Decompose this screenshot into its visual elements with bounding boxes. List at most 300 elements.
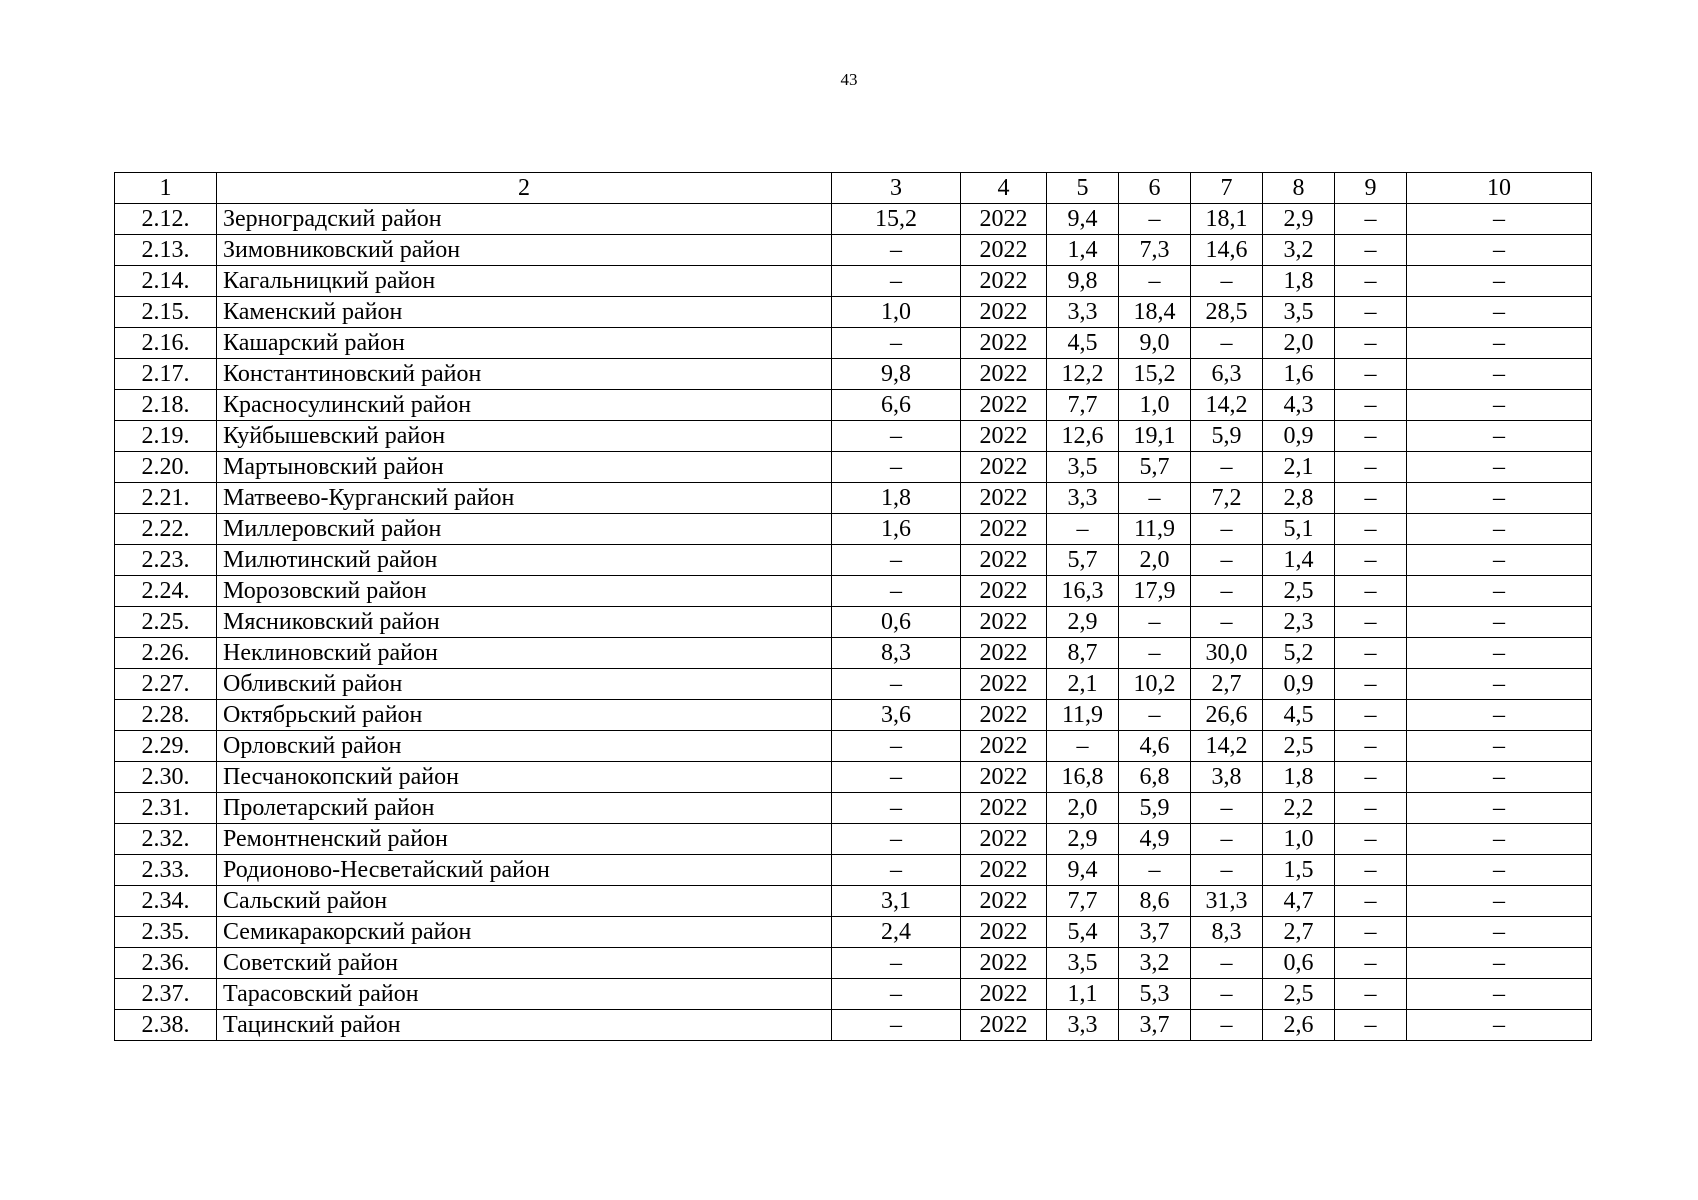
row-number-cell: 2.29. — [115, 731, 217, 762]
value-cell: 2022 — [961, 855, 1047, 886]
value-cell: 3,7 — [1119, 917, 1191, 948]
value-cell: – — [1407, 886, 1592, 917]
table-row — [115, 948, 1592, 979]
value-cell: 2022 — [961, 204, 1047, 235]
value-cell: 8,7 — [1047, 638, 1119, 669]
row-number-cell: 2.13. — [115, 235, 217, 266]
value-cell: 1,0 — [1263, 824, 1335, 855]
value-cell: 1,8 — [1263, 266, 1335, 297]
row-number-cell: 2.34. — [115, 886, 217, 917]
value-cell: – — [1335, 359, 1407, 390]
column-header: 3 — [832, 173, 961, 204]
district-data-table — [114, 172, 1592, 1041]
value-cell: 3,3 — [1047, 297, 1119, 328]
value-cell: 9,0 — [1119, 328, 1191, 359]
value-cell: 14,6 — [1191, 235, 1263, 266]
table-row — [115, 638, 1592, 669]
value-cell: – — [1335, 328, 1407, 359]
table-row — [115, 793, 1592, 824]
value-cell: 17,9 — [1119, 576, 1191, 607]
value-cell: – — [1335, 638, 1407, 669]
row-number-cell: 2.31. — [115, 793, 217, 824]
value-cell: 5,7 — [1119, 452, 1191, 483]
value-cell: 2,3 — [1263, 607, 1335, 638]
value-cell: – — [1335, 824, 1407, 855]
table-row — [115, 235, 1592, 266]
district-name-cell: Семикаракорский район — [217, 917, 832, 948]
value-cell: 5,1 — [1263, 514, 1335, 545]
value-cell: 12,2 — [1047, 359, 1119, 390]
value-cell: – — [1407, 917, 1592, 948]
value-cell: 2,4 — [832, 917, 961, 948]
table-row — [115, 421, 1592, 452]
value-cell: 6,3 — [1191, 359, 1263, 390]
row-number-cell: 2.17. — [115, 359, 217, 390]
value-cell: 9,4 — [1047, 855, 1119, 886]
district-name-cell: Советский район — [217, 948, 832, 979]
value-cell: – — [1119, 638, 1191, 669]
district-name-cell: Орловский район — [217, 731, 832, 762]
value-cell: 6,6 — [832, 390, 961, 421]
value-cell: 4,6 — [1119, 731, 1191, 762]
value-cell: – — [1119, 700, 1191, 731]
value-cell: 3,3 — [1047, 1010, 1119, 1041]
value-cell: 15,2 — [832, 204, 961, 235]
value-cell: 5,9 — [1119, 793, 1191, 824]
district-name-cell: Тарасовский район — [217, 979, 832, 1010]
value-cell: 5,7 — [1047, 545, 1119, 576]
district-name-cell: Сальский район — [217, 886, 832, 917]
table-row — [115, 545, 1592, 576]
row-number-cell: 2.12. — [115, 204, 217, 235]
value-cell: 9,8 — [1047, 266, 1119, 297]
value-cell: 30,0 — [1191, 638, 1263, 669]
value-cell: 4,3 — [1263, 390, 1335, 421]
value-cell: 2,2 — [1263, 793, 1335, 824]
district-name-cell: Октябрьский район — [217, 700, 832, 731]
row-number-cell: 2.33. — [115, 855, 217, 886]
district-name-cell: Песчанокопский район — [217, 762, 832, 793]
value-cell: – — [1335, 979, 1407, 1010]
table-row — [115, 483, 1592, 514]
table-row — [115, 514, 1592, 545]
value-cell: 7,7 — [1047, 390, 1119, 421]
district-name-cell: Мясниковский район — [217, 607, 832, 638]
row-number-cell: 2.23. — [115, 545, 217, 576]
value-cell: 1,8 — [832, 483, 961, 514]
table-row — [115, 979, 1592, 1010]
column-header: 1 — [115, 173, 217, 204]
value-cell: 2022 — [961, 235, 1047, 266]
value-cell: 2022 — [961, 886, 1047, 917]
value-cell: 9,4 — [1047, 204, 1119, 235]
table-row — [115, 700, 1592, 731]
table-row — [115, 669, 1592, 700]
page-number: 43 — [840, 70, 858, 89]
value-cell: 8,6 — [1119, 886, 1191, 917]
value-cell: – — [832, 452, 961, 483]
district-name-cell: Кашарский район — [217, 328, 832, 359]
value-cell: – — [1119, 607, 1191, 638]
value-cell: – — [1407, 576, 1592, 607]
value-cell: 5,4 — [1047, 917, 1119, 948]
value-cell: – — [1191, 855, 1263, 886]
value-cell: – — [1191, 452, 1263, 483]
value-cell: – — [1335, 421, 1407, 452]
value-cell: 2022 — [961, 824, 1047, 855]
value-cell: 2,9 — [1047, 824, 1119, 855]
table-row — [115, 886, 1592, 917]
value-cell: 2,8 — [1263, 483, 1335, 514]
value-cell: 2022 — [961, 266, 1047, 297]
district-name-cell: Тацинский район — [217, 1010, 832, 1041]
district-name-cell: Морозовский район — [217, 576, 832, 607]
district-name-cell: Константиновский район — [217, 359, 832, 390]
value-cell: – — [1191, 266, 1263, 297]
value-cell: – — [1191, 328, 1263, 359]
value-cell: 3,5 — [1047, 452, 1119, 483]
value-cell: 2,5 — [1263, 731, 1335, 762]
column-header: 10 — [1407, 173, 1592, 204]
value-cell: 1,6 — [832, 514, 961, 545]
value-cell: – — [1191, 1010, 1263, 1041]
district-name-cell: Пролетарский район — [217, 793, 832, 824]
table-header — [115, 173, 1592, 204]
row-number-cell: 2.15. — [115, 297, 217, 328]
value-cell: 3,5 — [1263, 297, 1335, 328]
value-cell: – — [1407, 1010, 1592, 1041]
value-cell: 2022 — [961, 917, 1047, 948]
district-name-cell: Неклиновский район — [217, 638, 832, 669]
value-cell: – — [1335, 204, 1407, 235]
column-header: 7 — [1191, 173, 1263, 204]
value-cell: – — [1335, 855, 1407, 886]
value-cell: 4,9 — [1119, 824, 1191, 855]
value-cell: – — [832, 824, 961, 855]
value-cell: – — [1191, 607, 1263, 638]
value-cell: – — [1191, 545, 1263, 576]
value-cell: – — [1335, 452, 1407, 483]
value-cell: 11,9 — [1047, 700, 1119, 731]
value-cell: – — [832, 793, 961, 824]
district-name-cell: Зерноградский район — [217, 204, 832, 235]
value-cell: 2,1 — [1047, 669, 1119, 700]
value-cell: 2022 — [961, 514, 1047, 545]
table-row — [115, 855, 1592, 886]
district-name-cell: Зимовниковский район — [217, 235, 832, 266]
value-cell: – — [832, 979, 961, 1010]
value-cell: 1,1 — [1047, 979, 1119, 1010]
value-cell: 18,1 — [1191, 204, 1263, 235]
value-cell: – — [1407, 266, 1592, 297]
value-cell: – — [1191, 948, 1263, 979]
district-name-cell: Кагальницкий район — [217, 266, 832, 297]
value-cell: 2,1 — [1263, 452, 1335, 483]
value-cell: – — [1335, 297, 1407, 328]
district-name-cell: Красносулинский район — [217, 390, 832, 421]
value-cell: – — [1335, 1010, 1407, 1041]
value-cell: – — [1119, 204, 1191, 235]
table-row — [115, 1010, 1592, 1041]
value-cell: – — [1335, 669, 1407, 700]
value-cell: – — [1407, 545, 1592, 576]
value-cell: 2022 — [961, 793, 1047, 824]
value-cell: 2022 — [961, 731, 1047, 762]
district-name-cell: Куйбышевский район — [217, 421, 832, 452]
value-cell: – — [1335, 731, 1407, 762]
value-cell: – — [832, 669, 961, 700]
column-header: 4 — [961, 173, 1047, 204]
column-header: 9 — [1335, 173, 1407, 204]
table-row — [115, 917, 1592, 948]
value-cell: 28,5 — [1191, 297, 1263, 328]
value-cell: 2,7 — [1263, 917, 1335, 948]
value-cell: 7,2 — [1191, 483, 1263, 514]
row-number-cell: 2.28. — [115, 700, 217, 731]
value-cell: – — [1407, 731, 1592, 762]
value-cell: 0,9 — [1263, 669, 1335, 700]
value-cell: – — [1407, 638, 1592, 669]
value-cell: – — [1191, 514, 1263, 545]
value-cell: – — [1407, 669, 1592, 700]
value-cell: 1,4 — [1047, 235, 1119, 266]
table-row — [115, 359, 1592, 390]
row-number-cell: 2.20. — [115, 452, 217, 483]
table-row — [115, 576, 1592, 607]
table-row — [115, 328, 1592, 359]
value-cell: – — [832, 576, 961, 607]
value-cell: – — [1335, 762, 1407, 793]
value-cell: – — [832, 545, 961, 576]
value-cell: 3,3 — [1047, 483, 1119, 514]
value-cell: 14,2 — [1191, 390, 1263, 421]
value-cell: 31,3 — [1191, 886, 1263, 917]
value-cell: 5,3 — [1119, 979, 1191, 1010]
value-cell: 4,5 — [1047, 328, 1119, 359]
value-cell: – — [832, 328, 961, 359]
value-cell: 10,2 — [1119, 669, 1191, 700]
value-cell: – — [1335, 793, 1407, 824]
value-cell: 5,2 — [1263, 638, 1335, 669]
value-cell: – — [1407, 421, 1592, 452]
district-name-cell: Милютинский район — [217, 545, 832, 576]
column-header: 6 — [1119, 173, 1191, 204]
value-cell: 2022 — [961, 297, 1047, 328]
value-cell: – — [1335, 576, 1407, 607]
value-cell: – — [832, 855, 961, 886]
value-cell: 2,5 — [1263, 979, 1335, 1010]
value-cell: 2022 — [961, 669, 1047, 700]
value-cell: – — [1191, 576, 1263, 607]
row-number-cell: 2.19. — [115, 421, 217, 452]
table-row — [115, 731, 1592, 762]
value-cell: 14,2 — [1191, 731, 1263, 762]
value-cell: 2022 — [961, 700, 1047, 731]
value-cell: 2,9 — [1047, 607, 1119, 638]
value-cell: – — [1119, 483, 1191, 514]
value-cell: 8,3 — [832, 638, 961, 669]
value-cell: – — [832, 731, 961, 762]
value-cell: 1,4 — [1263, 545, 1335, 576]
value-cell: 0,9 — [1263, 421, 1335, 452]
value-cell: – — [1407, 979, 1592, 1010]
value-cell: 1,0 — [832, 297, 961, 328]
value-cell: 12,6 — [1047, 421, 1119, 452]
value-cell: 26,6 — [1191, 700, 1263, 731]
row-number-cell: 2.27. — [115, 669, 217, 700]
district-name-cell: Матвеево-Курганский район — [217, 483, 832, 514]
value-cell: 1,8 — [1263, 762, 1335, 793]
value-cell: 3,2 — [1263, 235, 1335, 266]
value-cell: 2022 — [961, 328, 1047, 359]
value-cell: – — [1335, 514, 1407, 545]
value-cell: – — [1335, 886, 1407, 917]
district-name-cell: Миллеровский район — [217, 514, 832, 545]
district-name-cell: Мартыновский район — [217, 452, 832, 483]
value-cell: 4,7 — [1263, 886, 1335, 917]
value-cell: – — [1335, 607, 1407, 638]
district-name-cell: Родионово-Несветайский район — [217, 855, 832, 886]
value-cell: – — [1047, 731, 1119, 762]
value-cell: 1,5 — [1263, 855, 1335, 886]
value-cell: – — [1335, 483, 1407, 514]
value-cell: – — [1407, 390, 1592, 421]
value-cell: 2,9 — [1263, 204, 1335, 235]
value-cell: – — [832, 235, 961, 266]
district-name-cell: Каменский район — [217, 297, 832, 328]
value-cell: 2022 — [961, 483, 1047, 514]
value-cell: 0,6 — [832, 607, 961, 638]
value-cell: – — [1191, 824, 1263, 855]
row-number-cell: 2.18. — [115, 390, 217, 421]
value-cell: – — [1335, 700, 1407, 731]
value-cell: – — [1407, 328, 1592, 359]
value-cell: 2,7 — [1191, 669, 1263, 700]
row-number-cell: 2.14. — [115, 266, 217, 297]
value-cell: 3,6 — [832, 700, 961, 731]
value-cell: – — [1407, 514, 1592, 545]
value-cell: 6,8 — [1119, 762, 1191, 793]
value-cell: 2,0 — [1263, 328, 1335, 359]
value-cell: – — [1191, 979, 1263, 1010]
value-cell: 2022 — [961, 359, 1047, 390]
district-name-cell: Обливский район — [217, 669, 832, 700]
row-number-cell: 2.25. — [115, 607, 217, 638]
value-cell: 7,7 — [1047, 886, 1119, 917]
column-header: 2 — [217, 173, 832, 204]
value-cell: – — [1407, 452, 1592, 483]
table-row — [115, 607, 1592, 638]
value-cell: 7,3 — [1119, 235, 1191, 266]
value-cell: – — [832, 762, 961, 793]
value-cell: – — [832, 421, 961, 452]
row-number-cell: 2.22. — [115, 514, 217, 545]
value-cell: 18,4 — [1119, 297, 1191, 328]
value-cell: 2,0 — [1047, 793, 1119, 824]
value-cell: – — [1335, 917, 1407, 948]
row-number-cell: 2.21. — [115, 483, 217, 514]
value-cell: 15,2 — [1119, 359, 1191, 390]
value-cell: – — [1407, 483, 1592, 514]
value-cell: 2022 — [961, 390, 1047, 421]
table-row — [115, 452, 1592, 483]
value-cell: 3,7 — [1119, 1010, 1191, 1041]
value-cell: – — [1335, 235, 1407, 266]
row-number-cell: 2.30. — [115, 762, 217, 793]
value-cell: 2022 — [961, 948, 1047, 979]
header-row — [115, 173, 1592, 204]
row-number-cell: 2.37. — [115, 979, 217, 1010]
value-cell: 2,6 — [1263, 1010, 1335, 1041]
value-cell: 16,8 — [1047, 762, 1119, 793]
value-cell: – — [1407, 948, 1592, 979]
value-cell: – — [1191, 793, 1263, 824]
value-cell: 1,0 — [1119, 390, 1191, 421]
table-body — [115, 204, 1592, 1041]
value-cell: 3,2 — [1119, 948, 1191, 979]
value-cell: – — [1335, 390, 1407, 421]
value-cell: – — [1119, 855, 1191, 886]
table-row — [115, 266, 1592, 297]
column-header: 8 — [1263, 173, 1335, 204]
row-number-cell: 2.24. — [115, 576, 217, 607]
value-cell: – — [1407, 607, 1592, 638]
table-row — [115, 204, 1592, 235]
row-number-cell: 2.35. — [115, 917, 217, 948]
value-cell: 5,9 — [1191, 421, 1263, 452]
value-cell: – — [1119, 266, 1191, 297]
value-cell: 2022 — [961, 979, 1047, 1010]
value-cell: 0,6 — [1263, 948, 1335, 979]
value-cell: 2022 — [961, 576, 1047, 607]
value-cell: 1,6 — [1263, 359, 1335, 390]
value-cell: 19,1 — [1119, 421, 1191, 452]
row-number-cell: 2.26. — [115, 638, 217, 669]
table-row — [115, 762, 1592, 793]
row-number-cell: 2.38. — [115, 1010, 217, 1041]
value-cell: 2022 — [961, 1010, 1047, 1041]
value-cell: 2022 — [961, 421, 1047, 452]
value-cell: 2022 — [961, 545, 1047, 576]
value-cell: 11,9 — [1119, 514, 1191, 545]
value-cell: – — [1407, 855, 1592, 886]
value-cell: – — [832, 266, 961, 297]
value-cell: 4,5 — [1263, 700, 1335, 731]
value-cell: – — [1335, 266, 1407, 297]
table-row — [115, 824, 1592, 855]
value-cell: – — [1335, 948, 1407, 979]
value-cell: – — [1407, 762, 1592, 793]
value-cell: 2022 — [961, 607, 1047, 638]
value-cell: – — [832, 1010, 961, 1041]
value-cell: 9,8 — [832, 359, 961, 390]
table-row — [115, 390, 1592, 421]
value-cell: – — [1407, 359, 1592, 390]
value-cell: – — [1335, 545, 1407, 576]
row-number-cell: 2.36. — [115, 948, 217, 979]
district-name-cell: Ремонтненский район — [217, 824, 832, 855]
value-cell: 2,0 — [1119, 545, 1191, 576]
column-header: 5 — [1047, 173, 1119, 204]
value-cell: 3,1 — [832, 886, 961, 917]
value-cell: 2022 — [961, 638, 1047, 669]
value-cell: – — [1407, 793, 1592, 824]
value-cell: 2022 — [961, 452, 1047, 483]
value-cell: 2,5 — [1263, 576, 1335, 607]
value-cell: – — [1407, 235, 1592, 266]
value-cell: – — [832, 948, 961, 979]
value-cell: 3,5 — [1047, 948, 1119, 979]
